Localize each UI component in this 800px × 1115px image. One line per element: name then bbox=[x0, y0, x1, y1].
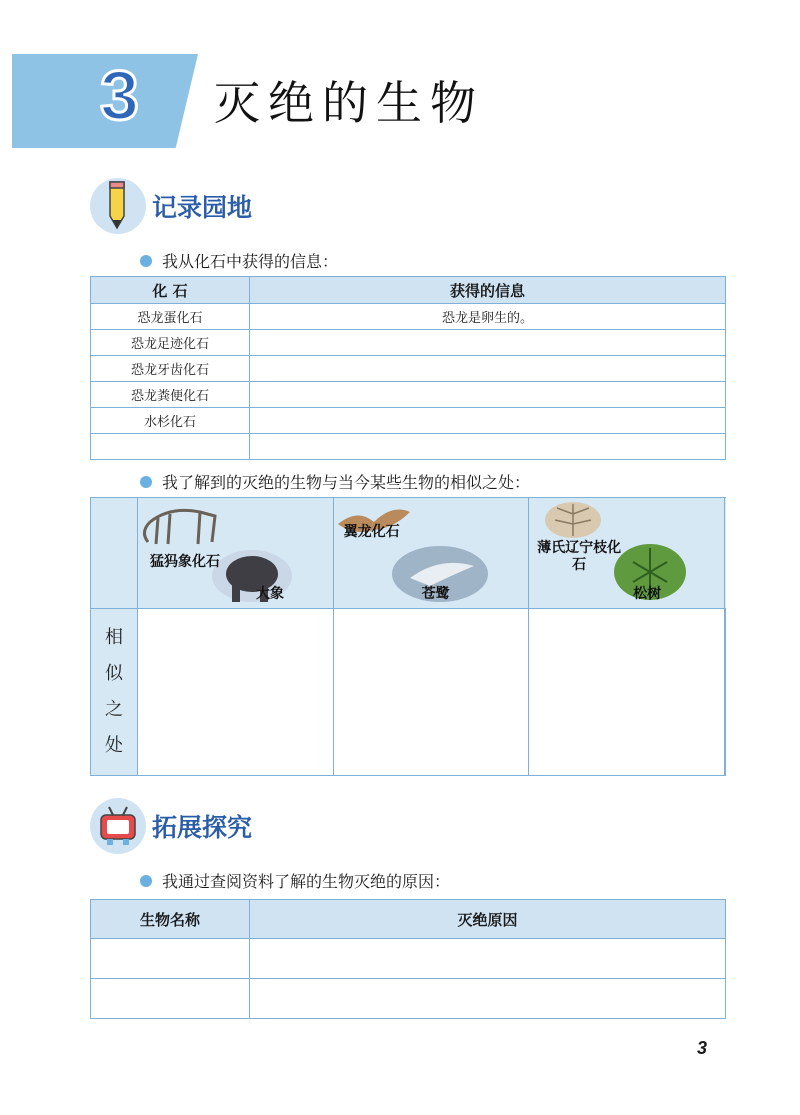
living-caption: 松树 bbox=[633, 586, 662, 602]
label-char: 相 bbox=[105, 627, 123, 648]
prompt-similarity bbox=[140, 470, 530, 493]
cause-cell[interactable] bbox=[250, 939, 726, 979]
leaf-fossil-image bbox=[543, 500, 603, 540]
similarity-row bbox=[91, 609, 726, 776]
fossil-caption: 薄氏辽宁枝化石 bbox=[537, 540, 622, 573]
table-row bbox=[91, 939, 726, 979]
empty-pair-cell bbox=[724, 498, 725, 609]
label-char: 处 bbox=[105, 735, 123, 756]
info-cell[interactable] bbox=[250, 356, 726, 382]
record-section-heading bbox=[90, 176, 252, 236]
info-cell[interactable]: 恐龙是卵生的。 bbox=[250, 304, 726, 330]
bullet-dot bbox=[140, 476, 152, 488]
pencil-icon bbox=[90, 178, 146, 234]
prompt-extinction-cause bbox=[140, 869, 450, 892]
fossil-caption: 翼龙化石 bbox=[343, 524, 400, 540]
bullet-dot bbox=[140, 255, 152, 267]
explore-section-title: 拓展探究 bbox=[152, 813, 253, 842]
organism-cell[interactable] bbox=[91, 939, 250, 979]
organism-cell[interactable] bbox=[91, 979, 250, 1019]
table-row bbox=[91, 979, 726, 1019]
explore-section-heading bbox=[90, 796, 252, 856]
table-row bbox=[91, 434, 726, 460]
info-cell[interactable] bbox=[250, 330, 726, 356]
prompt-text: 我通过查阅资料了解的生物灭绝的原因： bbox=[162, 872, 451, 891]
table-row bbox=[91, 408, 726, 434]
fossil-cell: 水杉化石 bbox=[91, 408, 250, 434]
extinction-cause-table bbox=[90, 899, 726, 1019]
info-cell[interactable] bbox=[250, 434, 726, 460]
similarity-table bbox=[90, 497, 726, 776]
similarity-answer-cell[interactable] bbox=[138, 609, 334, 776]
cause-cell[interactable] bbox=[250, 979, 726, 1019]
bullet-dot bbox=[140, 875, 152, 887]
chapter-number: 3 bbox=[100, 56, 139, 134]
table-header-row bbox=[91, 900, 726, 939]
robot-tv-icon bbox=[90, 798, 146, 854]
living-caption: 大象 bbox=[256, 586, 284, 602]
header-cause: 灭绝原因 bbox=[250, 900, 726, 939]
fossil-caption: 猛犸象化石 bbox=[150, 554, 220, 570]
similarity-answer-cell[interactable] bbox=[529, 609, 725, 776]
living-caption: 苍鹭 bbox=[421, 586, 450, 602]
table-header-row bbox=[91, 277, 726, 304]
prompt-text: 我从化石中获得的信息： bbox=[162, 252, 339, 271]
fossil-cell: 恐龙牙齿化石 bbox=[91, 356, 250, 382]
pair-cell-pterosaur bbox=[333, 498, 529, 609]
table-row bbox=[91, 382, 726, 408]
info-cell[interactable] bbox=[250, 408, 726, 434]
header-fossil: 化 石 bbox=[91, 277, 250, 304]
pair-cell-mammoth bbox=[138, 498, 334, 609]
table-row bbox=[91, 304, 726, 330]
label-char: 似 bbox=[105, 663, 123, 684]
label-char: 之 bbox=[105, 699, 123, 720]
image-row bbox=[91, 498, 726, 609]
info-cell[interactable] bbox=[250, 382, 726, 408]
fossil-cell: 恐龙足迹化石 bbox=[91, 330, 250, 356]
similarity-answer-cell[interactable] bbox=[724, 609, 725, 776]
prompt-fossil-info bbox=[140, 249, 338, 272]
page-number: 3 bbox=[697, 1038, 708, 1058]
fossil-info-table bbox=[90, 276, 726, 460]
table-row bbox=[91, 330, 726, 356]
fossil-cell[interactable] bbox=[91, 434, 250, 460]
prompt-text: 我了解到的灭绝的生物与当今某些生物的相似之处： bbox=[162, 473, 531, 492]
fossil-cell: 恐龙粪便化石 bbox=[91, 382, 250, 408]
fossil-cell: 恐龙蛋化石 bbox=[91, 304, 250, 330]
chapter-title: 灭绝的生物 bbox=[214, 76, 484, 130]
header-organism: 生物名称 bbox=[91, 900, 250, 939]
pair-cell-liaoningocladus bbox=[529, 498, 725, 609]
header-info: 获得的信息 bbox=[250, 277, 726, 304]
table-row bbox=[91, 356, 726, 382]
similarity-answer-cell[interactable] bbox=[333, 609, 529, 776]
record-section-title: 记录园地 bbox=[152, 193, 253, 222]
corner-cell bbox=[91, 498, 138, 609]
similarity-label bbox=[91, 609, 138, 776]
